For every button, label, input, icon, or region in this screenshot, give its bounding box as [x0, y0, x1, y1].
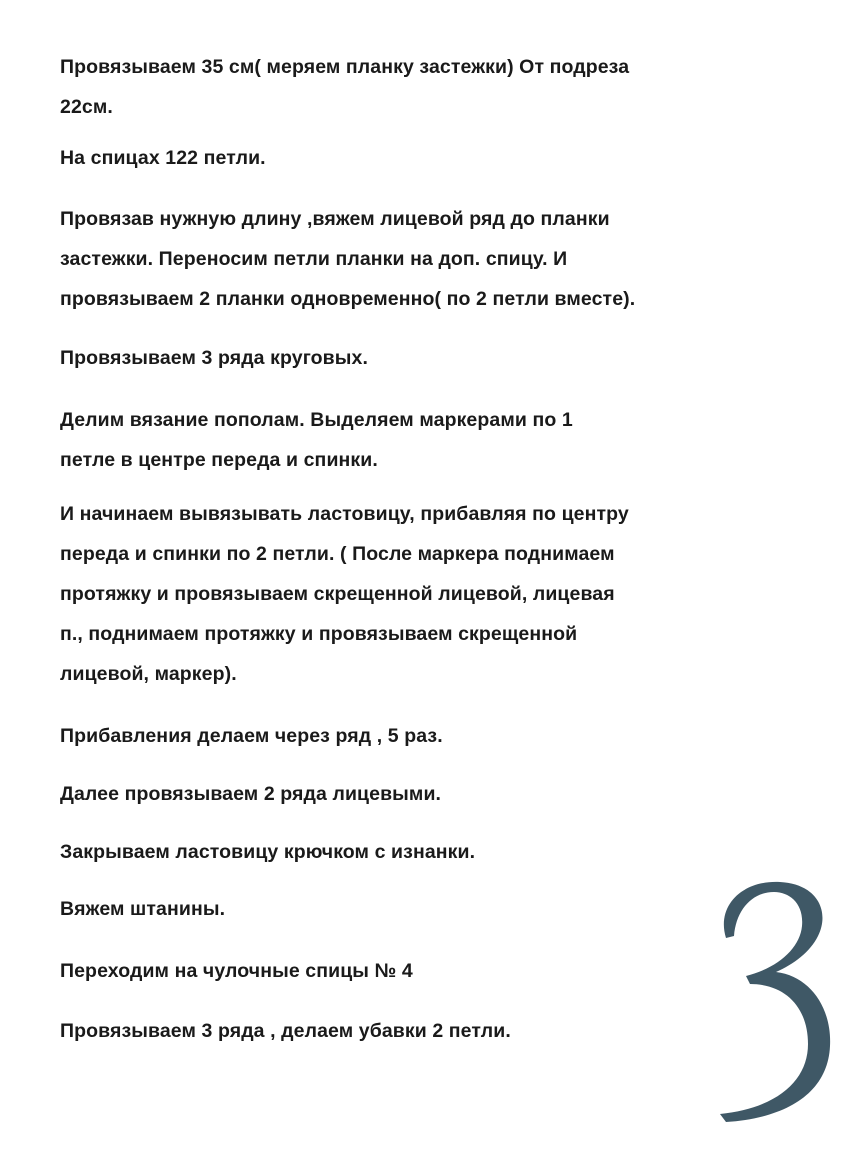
- paragraph-line: Делим вязание пополам. Выделяем маркерами по 1: [60, 409, 573, 431]
- paragraph-8: [60, 774, 830, 814]
- paragraph-line: переда и спинки по 2 петли. ( После маркера поднимаем: [60, 543, 615, 565]
- page-number-glyph: [720, 882, 830, 1122]
- paragraph-1: [60, 47, 830, 127]
- paragraph-line: лицевой, маркер).: [60, 663, 237, 685]
- paragraph-line: петле в центре переда и спинки.: [60, 449, 378, 471]
- paragraph-line: Провязываем 35 см( меряем планку застежки) От подреза: [60, 56, 630, 78]
- paragraph-7: [60, 716, 830, 756]
- paragraph-line: протяжку и провязываем скрещенной лицевой, лицевая: [60, 583, 615, 605]
- paragraph-line: Провязав нужную длину ,вяжем лицевой ряд до планки: [60, 208, 610, 230]
- paragraph-line: Закрываем ластовицу крючком с изнанки.: [60, 841, 476, 863]
- paragraph-line: Провязываем 3 ряда круговых.: [60, 347, 368, 369]
- paragraph-line: провязываем 2 планки одновременно( по 2 петли вместе).: [60, 288, 636, 310]
- paragraph-line: На спицах 122 петли.: [60, 147, 266, 169]
- paragraph-line: п., поднимаем протяжку и провязываем скрещенной: [60, 623, 578, 645]
- paragraph-line: Переходим на чулочные спицы № 4: [60, 960, 413, 982]
- paragraph-4: [60, 338, 830, 378]
- paragraph-line: Далее провязываем 2 ряда лицевыми.: [60, 783, 442, 805]
- paragraph-2: [60, 138, 830, 178]
- paragraph-line: 22см.: [60, 96, 113, 118]
- paragraph-5: [60, 400, 830, 480]
- paragraph-3: [60, 199, 830, 319]
- paragraph-line: застежки. Переносим петли планки на доп. спицу. И: [60, 248, 568, 270]
- paragraph-line: Вяжем штанины.: [60, 898, 226, 920]
- paragraph-line: Прибавления делаем через ряд , 5 раз.: [60, 725, 443, 747]
- paragraph-line: Провязываем 3 ряда , делаем убавки 2 петли.: [60, 1020, 511, 1042]
- paragraph-line: И начинаем вывязывать ластовицу, прибавляя по центру: [60, 503, 629, 525]
- page-number: [690, 860, 840, 1130]
- paragraph-6: [60, 494, 830, 694]
